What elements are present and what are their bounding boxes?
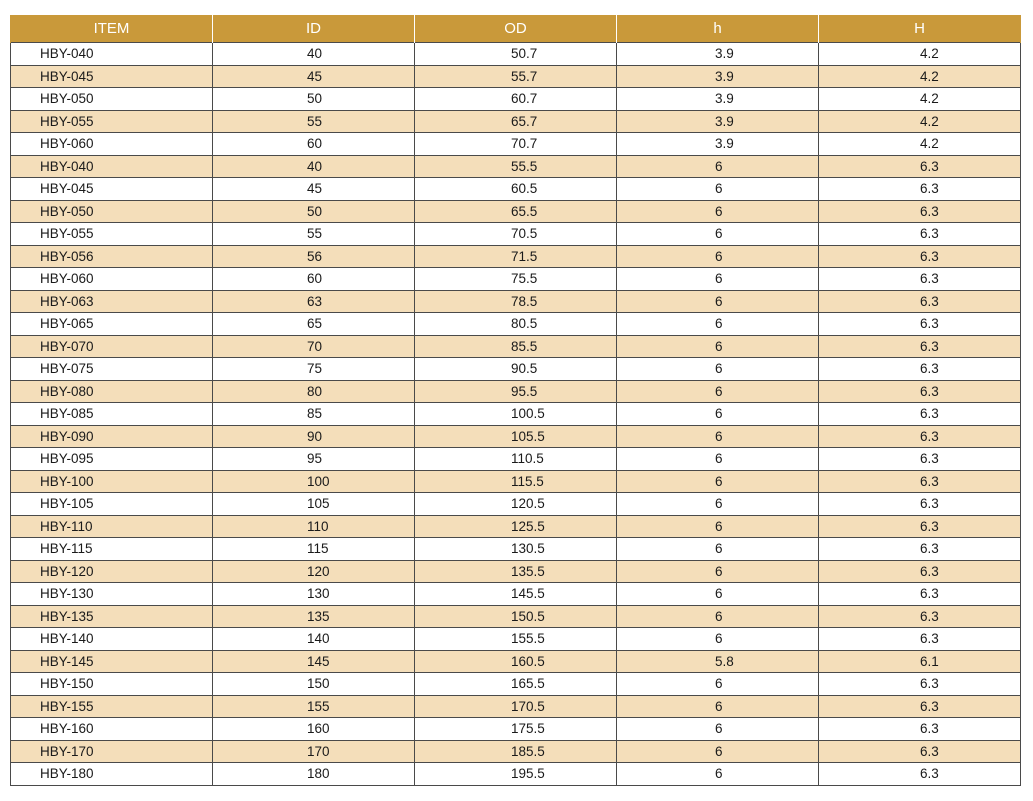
id-cell: 145 (213, 650, 415, 673)
id-cell: 60 (213, 133, 415, 156)
od-cell: 150.5 (415, 605, 617, 628)
header-big-h: H (819, 15, 1021, 43)
id-cell: 90 (213, 425, 415, 448)
table-row (11, 493, 1021, 516)
item-cell: HBY-040 (11, 155, 213, 178)
item-cell: HBY-063 (11, 290, 213, 313)
id-cell: 155 (213, 695, 415, 718)
big-h-cell: 6.3 (819, 718, 1021, 741)
table-header (11, 15, 1021, 43)
small-h-cell: 3.9 (617, 43, 819, 66)
table-row (11, 763, 1021, 786)
od-cell: 70.7 (415, 133, 617, 156)
od-cell: 95.5 (415, 380, 617, 403)
table-row (11, 43, 1021, 66)
small-h-cell: 6 (617, 268, 819, 291)
header-item: ITEM (11, 15, 213, 43)
small-h-cell: 6 (617, 155, 819, 178)
table-row (11, 740, 1021, 763)
table-row (11, 538, 1021, 561)
table-row (11, 245, 1021, 268)
big-h-cell: 6.3 (819, 673, 1021, 696)
big-h-cell: 6.3 (819, 403, 1021, 426)
od-cell: 120.5 (415, 493, 617, 516)
table-row (11, 335, 1021, 358)
item-cell: HBY-155 (11, 695, 213, 718)
item-cell: HBY-180 (11, 763, 213, 786)
table-row (11, 223, 1021, 246)
big-h-cell: 6.3 (819, 290, 1021, 313)
od-cell: 78.5 (415, 290, 617, 313)
od-cell: 175.5 (415, 718, 617, 741)
small-h-cell: 6 (617, 245, 819, 268)
item-cell: HBY-120 (11, 560, 213, 583)
table-row (11, 178, 1021, 201)
big-h-cell: 6.3 (819, 560, 1021, 583)
id-cell: 130 (213, 583, 415, 606)
table-row (11, 88, 1021, 111)
id-cell: 100 (213, 470, 415, 493)
od-cell: 60.5 (415, 178, 617, 201)
small-h-cell: 6 (617, 448, 819, 471)
od-cell: 75.5 (415, 268, 617, 291)
od-cell: 85.5 (415, 335, 617, 358)
od-cell: 71.5 (415, 245, 617, 268)
small-h-cell: 6 (617, 560, 819, 583)
od-cell: 80.5 (415, 313, 617, 336)
od-cell: 60.7 (415, 88, 617, 111)
id-cell: 180 (213, 763, 415, 786)
item-cell: HBY-130 (11, 583, 213, 606)
table-row (11, 673, 1021, 696)
item-cell: HBY-040 (11, 43, 213, 66)
small-h-cell: 6 (617, 470, 819, 493)
big-h-cell: 6.3 (819, 380, 1021, 403)
big-h-cell: 6.3 (819, 245, 1021, 268)
id-cell: 105 (213, 493, 415, 516)
small-h-cell: 6 (617, 425, 819, 448)
item-cell: HBY-095 (11, 448, 213, 471)
id-cell: 60 (213, 268, 415, 291)
id-cell: 170 (213, 740, 415, 763)
id-cell: 135 (213, 605, 415, 628)
header-small-h: h (617, 15, 819, 43)
item-cell: HBY-115 (11, 538, 213, 561)
table-row (11, 605, 1021, 628)
id-cell: 70 (213, 335, 415, 358)
id-cell: 65 (213, 313, 415, 336)
od-cell: 125.5 (415, 515, 617, 538)
table-row (11, 65, 1021, 88)
od-cell: 130.5 (415, 538, 617, 561)
big-h-cell: 6.3 (819, 200, 1021, 223)
id-cell: 75 (213, 358, 415, 381)
table-body (11, 43, 1021, 786)
small-h-cell: 6 (617, 538, 819, 561)
big-h-cell: 4.2 (819, 110, 1021, 133)
item-cell: HBY-050 (11, 88, 213, 111)
table-row (11, 200, 1021, 223)
id-cell: 160 (213, 718, 415, 741)
od-cell: 105.5 (415, 425, 617, 448)
small-h-cell: 3.9 (617, 65, 819, 88)
small-h-cell: 6 (617, 223, 819, 246)
table-row (11, 380, 1021, 403)
item-cell: HBY-145 (11, 650, 213, 673)
od-cell: 170.5 (415, 695, 617, 718)
small-h-cell: 6 (617, 605, 819, 628)
item-cell: HBY-160 (11, 718, 213, 741)
small-h-cell: 6 (617, 358, 819, 381)
small-h-cell: 6 (617, 313, 819, 336)
table-row (11, 515, 1021, 538)
big-h-cell: 6.3 (819, 583, 1021, 606)
big-h-cell: 6.3 (819, 515, 1021, 538)
big-h-cell: 6.3 (819, 740, 1021, 763)
item-cell: HBY-056 (11, 245, 213, 268)
big-h-cell: 6.3 (819, 425, 1021, 448)
small-h-cell: 6 (617, 718, 819, 741)
item-cell: HBY-085 (11, 403, 213, 426)
table-row (11, 583, 1021, 606)
spec-table (10, 15, 1021, 786)
id-cell: 40 (213, 155, 415, 178)
od-cell: 65.5 (415, 200, 617, 223)
table-row (11, 695, 1021, 718)
id-cell: 120 (213, 560, 415, 583)
table-row (11, 628, 1021, 651)
small-h-cell: 6 (617, 335, 819, 358)
od-cell: 145.5 (415, 583, 617, 606)
small-h-cell: 6 (617, 740, 819, 763)
header-row (11, 15, 1021, 43)
id-cell: 140 (213, 628, 415, 651)
table-row (11, 358, 1021, 381)
id-cell: 45 (213, 178, 415, 201)
header-od: OD (415, 15, 617, 43)
small-h-cell: 6 (617, 515, 819, 538)
item-cell: HBY-135 (11, 605, 213, 628)
table-row (11, 560, 1021, 583)
od-cell: 100.5 (415, 403, 617, 426)
big-h-cell: 6.3 (819, 605, 1021, 628)
item-cell: HBY-140 (11, 628, 213, 651)
item-cell: HBY-060 (11, 268, 213, 291)
table-row (11, 403, 1021, 426)
big-h-cell: 6.1 (819, 650, 1021, 673)
table-row (11, 155, 1021, 178)
small-h-cell: 6 (617, 673, 819, 696)
item-cell: HBY-100 (11, 470, 213, 493)
od-cell: 155.5 (415, 628, 617, 651)
big-h-cell: 6.3 (819, 538, 1021, 561)
od-cell: 65.7 (415, 110, 617, 133)
id-cell: 55 (213, 110, 415, 133)
item-cell: HBY-090 (11, 425, 213, 448)
big-h-cell: 6.3 (819, 223, 1021, 246)
item-cell: HBY-045 (11, 178, 213, 201)
od-cell: 160.5 (415, 650, 617, 673)
id-cell: 63 (213, 290, 415, 313)
small-h-cell: 6 (617, 695, 819, 718)
item-cell: HBY-050 (11, 200, 213, 223)
item-cell: HBY-105 (11, 493, 213, 516)
big-h-cell: 6.3 (819, 268, 1021, 291)
item-cell: HBY-110 (11, 515, 213, 538)
id-cell: 110 (213, 515, 415, 538)
small-h-cell: 3.9 (617, 110, 819, 133)
small-h-cell: 6 (617, 200, 819, 223)
od-cell: 185.5 (415, 740, 617, 763)
table-row (11, 290, 1021, 313)
id-cell: 40 (213, 43, 415, 66)
item-cell: HBY-055 (11, 110, 213, 133)
table-row (11, 448, 1021, 471)
item-cell: HBY-045 (11, 65, 213, 88)
table-row (11, 470, 1021, 493)
od-cell: 165.5 (415, 673, 617, 696)
big-h-cell: 6.3 (819, 695, 1021, 718)
id-cell: 95 (213, 448, 415, 471)
od-cell: 70.5 (415, 223, 617, 246)
id-cell: 55 (213, 223, 415, 246)
table-row (11, 268, 1021, 291)
big-h-cell: 6.3 (819, 493, 1021, 516)
table-row (11, 425, 1021, 448)
od-cell: 50.7 (415, 43, 617, 66)
id-cell: 50 (213, 200, 415, 223)
table-row (11, 650, 1021, 673)
od-cell: 115.5 (415, 470, 617, 493)
small-h-cell: 3.9 (617, 88, 819, 111)
big-h-cell: 6.3 (819, 313, 1021, 336)
od-cell: 135.5 (415, 560, 617, 583)
small-h-cell: 3.9 (617, 133, 819, 156)
id-cell: 56 (213, 245, 415, 268)
table-row (11, 718, 1021, 741)
item-cell: HBY-065 (11, 313, 213, 336)
big-h-cell: 6.3 (819, 470, 1021, 493)
small-h-cell: 6 (617, 290, 819, 313)
item-cell: HBY-055 (11, 223, 213, 246)
od-cell: 195.5 (415, 763, 617, 786)
od-cell: 90.5 (415, 358, 617, 381)
id-cell: 150 (213, 673, 415, 696)
big-h-cell: 4.2 (819, 43, 1021, 66)
big-h-cell: 4.2 (819, 133, 1021, 156)
big-h-cell: 6.3 (819, 358, 1021, 381)
item-cell: HBY-070 (11, 335, 213, 358)
table-row (11, 313, 1021, 336)
big-h-cell: 4.2 (819, 65, 1021, 88)
item-cell: HBY-170 (11, 740, 213, 763)
small-h-cell: 6 (617, 380, 819, 403)
table-row (11, 133, 1021, 156)
od-cell: 55.5 (415, 155, 617, 178)
small-h-cell: 6 (617, 178, 819, 201)
header-id: ID (213, 15, 415, 43)
table-row (11, 110, 1021, 133)
item-cell: HBY-150 (11, 673, 213, 696)
id-cell: 115 (213, 538, 415, 561)
od-cell: 110.5 (415, 448, 617, 471)
id-cell: 85 (213, 403, 415, 426)
big-h-cell: 4.2 (819, 88, 1021, 111)
small-h-cell: 6 (617, 628, 819, 651)
big-h-cell: 6.3 (819, 628, 1021, 651)
small-h-cell: 6 (617, 763, 819, 786)
big-h-cell: 6.3 (819, 448, 1021, 471)
id-cell: 45 (213, 65, 415, 88)
od-cell: 55.7 (415, 65, 617, 88)
big-h-cell: 6.3 (819, 155, 1021, 178)
item-cell: HBY-060 (11, 133, 213, 156)
small-h-cell: 5.8 (617, 650, 819, 673)
big-h-cell: 6.3 (819, 763, 1021, 786)
small-h-cell: 6 (617, 493, 819, 516)
small-h-cell: 6 (617, 583, 819, 606)
id-cell: 80 (213, 380, 415, 403)
small-h-cell: 6 (617, 403, 819, 426)
item-cell: HBY-075 (11, 358, 213, 381)
id-cell: 50 (213, 88, 415, 111)
big-h-cell: 6.3 (819, 178, 1021, 201)
big-h-cell: 6.3 (819, 335, 1021, 358)
item-cell: HBY-080 (11, 380, 213, 403)
